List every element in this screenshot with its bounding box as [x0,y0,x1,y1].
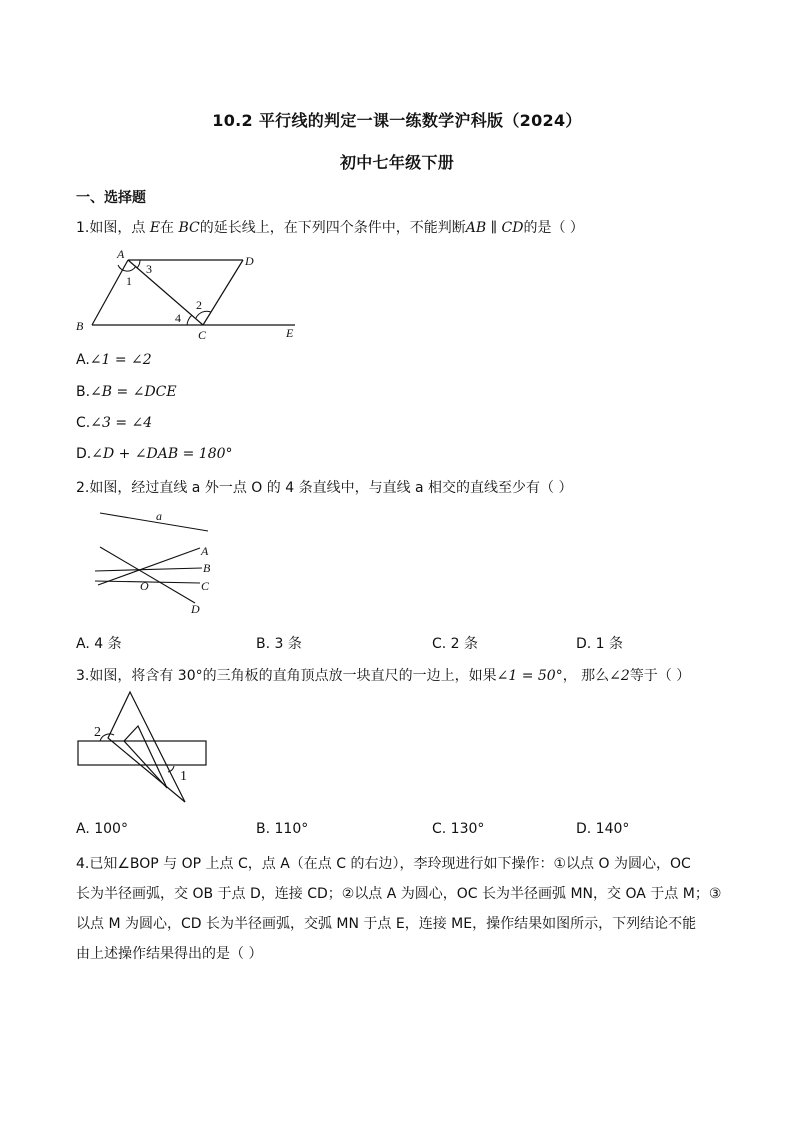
q1-angle-4: 4 [175,311,181,325]
q1-label-A: A [117,247,125,261]
q2-option-c[interactable]: C. 2 条 [432,636,479,652]
q3-figure [70,690,220,810]
q1-option-a[interactable]: A.∠1 = ∠2 [76,352,152,368]
q1-option-c[interactable]: C.∠3 = ∠4 [76,415,153,431]
q2-label-B: B [203,561,211,575]
q2-option-a[interactable]: A. 4 条 [76,636,122,652]
q2-label-D: D [191,602,200,616]
q3-angle-2: 2 [94,725,101,740]
q3-option-a[interactable]: A. 100° [76,821,128,837]
q4-stem-line-3: 以点 M 为圆心，CD 长为半径画弧，交弧 MN 于点 E，连接 ME，操作结果如图所示，下列结论不能 [76,916,697,932]
q3-option-c[interactable]: C. 130° [432,821,485,837]
q2-stem: 2.如图，经过直线 a 外一点 O 的 4 条直线中，与直线 a 相交的直线至少有（ ） [76,480,573,496]
q1-label-C: C [198,328,207,342]
document-title: 10.2 平行线的判定一课一练数学沪科版（2024） [212,111,582,130]
q2-label-C: C [201,579,210,593]
q2-option-d[interactable]: D. 1 条 [576,636,624,652]
q3-angle-1: 1 [180,769,187,784]
q1-label-D: D [245,254,254,268]
q4-stem-line-4: 由上述操作结果得出的是（ ） [76,946,263,962]
q3-option-d[interactable]: D. 140° [576,821,630,837]
q1-option-b[interactable]: B.∠B = ∠DCE [76,384,177,400]
q2-label-O: O [140,579,149,593]
q1-angle-3: 3 [146,262,152,276]
q1-figure [70,245,310,345]
q4-stem-line-1: 4.已知∠BOP 与 OP 上点 C，点 A（在点 C 的右边），李玲现进行如下操作：①以点 O 为圆心，OC [76,856,691,872]
document-subtitle: 初中七年级下册 [339,153,455,172]
q1-angle-1: 1 [126,274,132,288]
q3-stem: 3.如图，将含有 30°的三角板的直角顶点放一块直尺的一边上，如果∠1 = 50°， 那么∠2等于（ ） [76,668,691,684]
q1-option-d[interactable]: D.∠D + ∠DAB = 180° [76,446,233,462]
q1-label-E: E [286,326,294,340]
q1-angle-2: 2 [196,298,202,312]
q2-option-b[interactable]: B. 3 条 [256,636,302,652]
q2-label-A: A [201,544,209,558]
q2-label-a: a [156,509,162,523]
q2-figure [90,505,220,620]
q3-option-b[interactable]: B. 110° [256,821,309,837]
q4-stem-line-2: 长为半径画弧，交 OB 于点 D，连接 CD；②以点 A 为圆心，OC 长为半径画弧 MN，交 OA 于点 M；③ [76,886,722,902]
section-heading: 一、选择题 [76,190,146,206]
q1-stem: 1.如图，点 E在 BC的延长线上，在下列四个条件中，不能判断AB ∥ CD的是（ ） [76,220,584,236]
q1-label-B: B [76,319,84,333]
